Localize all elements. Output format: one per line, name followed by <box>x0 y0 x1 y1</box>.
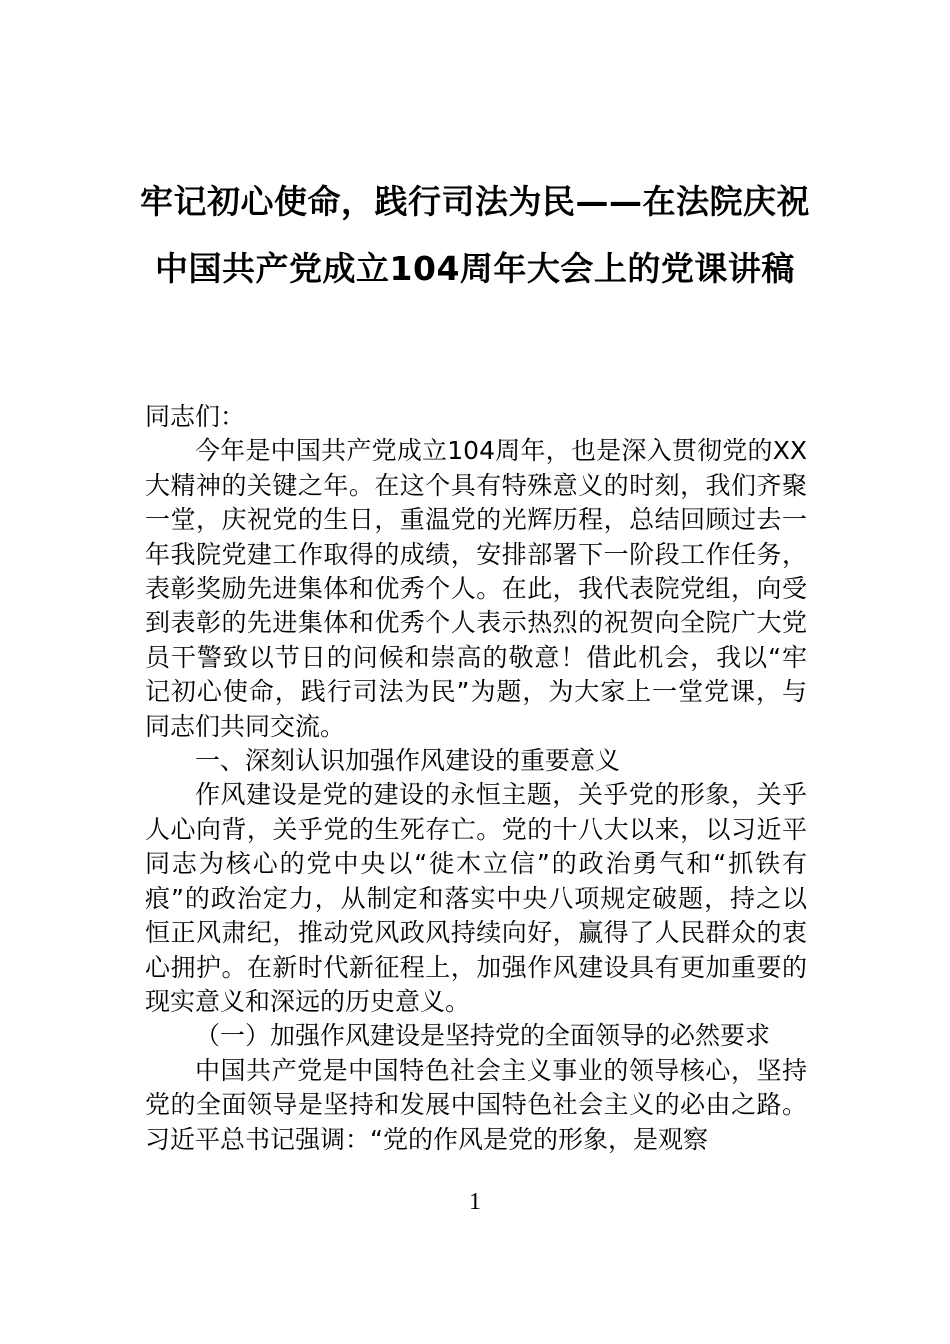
document-body <box>145 400 807 1157</box>
section-heading: 一、深刻认识加强作风建设的重要意义 <box>195 746 621 776</box>
salutation: 同志们： <box>145 402 246 431</box>
subsection-heading: （一）加强作风建设是坚持党的全面领导的必然要求 <box>195 1021 771 1051</box>
paragraph-intro: 今年是中国共产党成立104周年，也是深入贯彻党的XX大精神的关键之年。在这个具有特殊意义的时刻，我们齐聚一堂，庆祝党的生日，重温党的光辉历程，总结回顾过去一年我院党建工作取得的成绩，安排部署下一阶段工作任务，表彰奖励先进集体和优秀个人。在此，我代表院党组，向受到表彰的先进集体和优秀个人表示热烈的祝贺向全院广大党员干警致以节日的问候和崇高的敬意！借此机会，我以“牢记初心使命，践行司法为民”为题，为大家上一堂党课，与同志们共同交流。 <box>145 436 807 741</box>
paragraph-section-intro: 作风建设是党的建设的永恒主题，关乎党的形象，关乎人心向背，关乎党的生死存亡。党的十八大以来，以习近平同志为核心的党中央以“徙木立信”的政治勇气和“抓铁有痕”的政治定力，从制定和落实中央八项规定破题，持之以恒正风肃纪，推动党风政风持续向好，赢得了人民群众的衷心拥护。在新时代新征程上，加强作风建设具有更加重要的现实意义和深远的历史意义。 <box>145 780 807 1016</box>
paragraph-subsection: 中国共产党是中国特色社会主义事业的领导核心，坚持党的全面领导是坚持和发展中国特色社会主义的必由之路。习近平总书记强调：“党的作风是党的形象，是观察 <box>145 1055 807 1154</box>
page-number: 1 <box>469 1189 481 1215</box>
document-title: 牢记初心使命，践行司法为民——在法院庆祝中国共产党成立104周年大会上的党课讲稿 <box>140 182 810 288</box>
